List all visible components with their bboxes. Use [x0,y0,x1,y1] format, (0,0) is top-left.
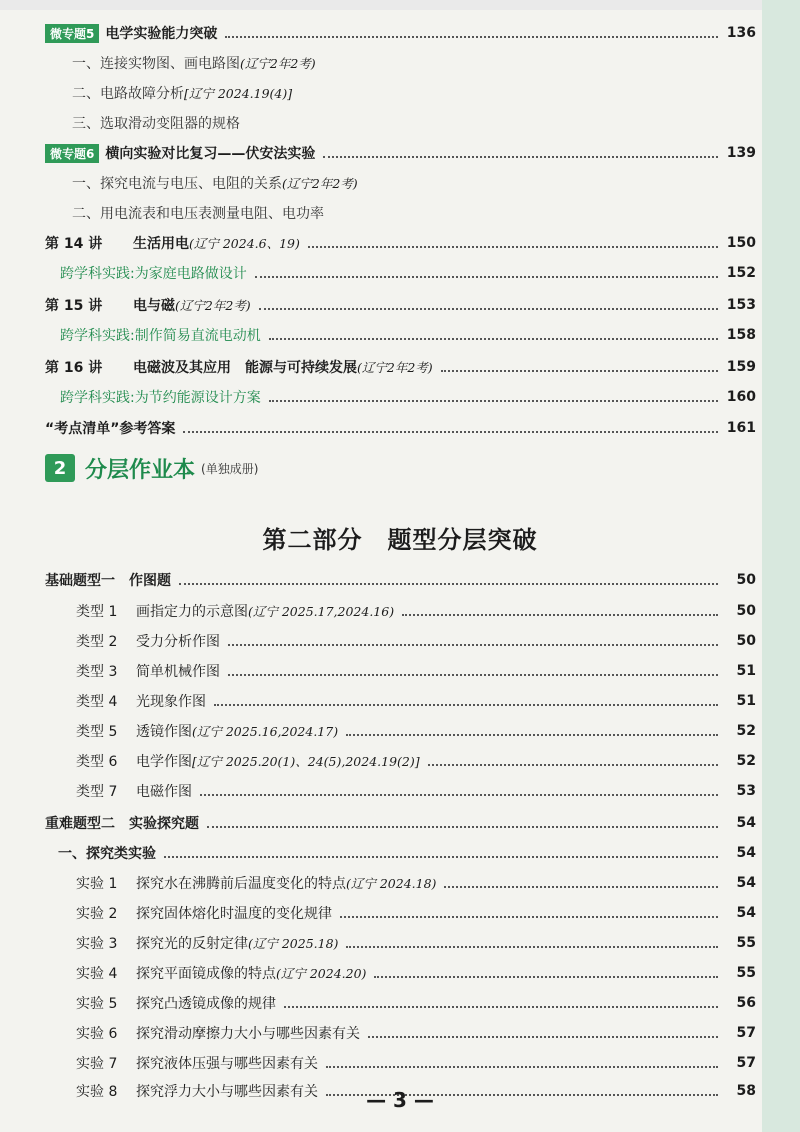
item-number: 实验 7 [76,1056,118,1072]
toc-entry[interactable] [0,598,800,624]
leader-dots [340,916,718,918]
lecture-title: 电磁波及其应用 能源与可持续发展 [133,360,357,376]
toc-entry-lead [45,357,433,377]
practice-title: 跨学科实践:为家庭电路做设计 [60,266,247,282]
toc-entry-lead [60,325,261,345]
toc-entry-lead [72,173,358,193]
page-ref: 54 [736,875,756,891]
page-ref: 50 [736,603,756,619]
page-ref: 51 [736,663,756,679]
micro-topic-title: 横向实验对比复习——伏安法实验 [105,146,316,162]
page-ref: 55 [736,965,756,981]
item-title: 探究平面镜成像的特点 [136,966,276,982]
toc-entry-lead [76,601,394,621]
toc-entry[interactable] [0,140,800,166]
page-ref: 150 [726,235,756,251]
toc-entry-lead [45,813,199,833]
toc-entry[interactable] [0,384,800,410]
toc-entry[interactable] [0,322,800,348]
page-ref: 159 [726,359,756,375]
question-type-heading: 基础题型一 作图题 [45,573,171,589]
leader-dots [323,156,718,158]
toc-entry[interactable] [0,20,800,46]
leader-dots [308,246,718,248]
item-title: 探究凸透镜成像的规律 [136,996,276,1012]
item-title: 探究水在沸腾前后温度变化的特点 [136,876,346,892]
page-ref: 160 [726,389,756,405]
leader-dots [269,400,718,402]
toc-entry-lead [45,418,175,438]
toc-entry-lead [76,631,220,651]
toc-entry-lead [76,751,420,771]
toc-entry-lead [45,570,171,590]
toc-entry-lead [45,23,217,43]
page-ref: 54 [736,845,756,861]
exam-source: (辽宁2年2考) [357,360,433,375]
toc-entry-lead [58,843,156,863]
leader-dots [228,644,718,646]
lecture-number: 第 15 讲 [45,298,103,314]
subsection-title: 一、探究电流与电压、电阻的关系 [72,176,282,192]
toc-entry[interactable] [0,567,800,593]
page-ref: 54 [736,815,756,831]
micro-topic-tag: 微专题5 [45,24,99,43]
lecture-title: 电与磁 [133,298,175,314]
toc-entry[interactable] [0,354,800,380]
toc-entry[interactable] [0,230,800,256]
leader-dots [207,826,718,828]
toc-entry-lead [76,1023,360,1043]
exam-source: (辽宁 2024.18) [346,876,437,891]
homework-note: (单独成册) [201,461,259,476]
leader-dots [259,308,718,310]
toc-entry-lead [60,387,261,407]
item-number: 类型 4 [76,694,118,710]
toc-entry-lead [76,903,332,923]
lecture-number: 第 16 讲 [45,360,103,376]
item-number: 类型 7 [76,784,118,800]
top-edge [0,0,800,10]
toc-entry-lead [72,113,240,133]
toc-entry[interactable] [0,748,800,774]
subsection-title: 二、电路故障分析 [72,86,184,102]
item-title: 受力分析作图 [136,634,220,650]
item-number: 实验 2 [76,906,118,922]
item-title: 探究滑动摩擦力大小与哪些因素有关 [136,1026,360,1042]
toc-entry[interactable] [0,900,800,926]
leader-dots [183,431,718,433]
page-ref: 53 [736,783,756,799]
question-subheading: 一、探究类实验 [58,846,156,862]
leader-dots [368,1036,718,1038]
lecture-number: 第 14 讲 [45,236,103,252]
subsection-title: 三、选取滑动变阻器的规格 [72,116,240,132]
toc-entry[interactable] [0,960,800,986]
exam-source: (辽宁 2025.16,2024.17) [192,724,339,739]
toc-entry[interactable] [0,292,800,318]
exam-source: (辽宁2年2考) [282,176,358,191]
micro-topic-tag: 微专题6 [45,144,99,163]
item-number: 实验 1 [76,876,118,892]
exam-source: (辽宁 2025.18) [248,936,339,951]
part-title: 第二部分 题型分层突破 [262,525,538,554]
leader-dots [214,704,718,706]
toc-entry[interactable] [0,718,800,744]
toc-entry[interactable] [0,415,800,441]
page-ref: 52 [736,753,756,769]
toc-entry-lead [76,933,338,953]
toc-entry-lead [60,263,247,283]
toc-entry-lead [76,721,338,741]
toc-entry[interactable] [0,930,800,956]
leader-dots [374,976,718,978]
page-ref: 52 [736,723,756,739]
leader-dots [441,370,718,372]
item-number: 类型 3 [76,664,118,680]
item-number: 实验 8 [76,1084,118,1100]
toc-entry-lead [72,53,316,73]
item-title: 画指定力的示意图 [136,604,248,620]
item-title: 探究浮力大小与哪些因素有关 [136,1084,318,1100]
toc-entry[interactable] [0,1020,800,1046]
page-ref: 57 [736,1025,756,1041]
item-title: 探究液体压强与哪些因素有关 [136,1056,318,1072]
toc-entry-lead [45,295,251,315]
leader-dots [269,338,718,340]
question-type-heading: 重难题型二 实验探究题 [45,816,199,832]
leader-dots [179,583,718,585]
page-ref: 57 [736,1055,756,1071]
exam-source: (辽宁 2024.20) [276,966,367,981]
item-title: 透镜作图 [136,724,192,740]
leader-dots [326,1066,718,1068]
toc-entry-lead [76,661,220,681]
item-title: 电学作图 [136,754,192,770]
toc-entry-lead [76,691,206,711]
page-ref: 161 [726,420,756,436]
homework-title: 分层作业本 [85,457,196,483]
item-number: 类型 5 [76,724,118,740]
toc-entry[interactable] [0,200,800,226]
page-ref: 136 [726,25,756,41]
leader-dots [228,674,718,676]
toc-entry[interactable] [0,80,800,106]
toc-entry-lead [76,781,192,801]
toc-entry[interactable] [0,170,800,196]
item-number: 类型 6 [76,754,118,770]
exam-source: (辽宁 2025.17,2024.16) [248,604,395,619]
toc-entry[interactable] [0,658,800,684]
homework-band [45,452,258,484]
toc-entry-lead [45,233,300,253]
page-ref: 158 [726,327,756,343]
leader-dots [255,276,718,278]
toc-entry-lead [45,143,315,163]
toc-entry[interactable] [0,870,800,896]
answer-title: “考点清单”参考答案 [45,421,176,437]
practice-title: 跨学科实践:为节约能源设计方案 [60,390,261,406]
lecture-title: 生活用电 [133,236,189,252]
toc-entry[interactable] [0,50,800,76]
homework-logo: 2 [45,454,75,482]
item-title: 电磁作图 [136,784,192,800]
page-ref: 55 [736,935,756,951]
leader-dots [225,36,718,38]
item-title: 光现象作图 [136,694,206,710]
leader-dots [200,794,718,796]
toc-entry[interactable] [0,110,800,136]
toc-entry-lead [72,83,292,103]
leader-dots [444,886,718,888]
subsection-title: 二、用电流表和电压表测量电阻、电功率 [72,206,324,222]
toc-entry[interactable] [0,260,800,286]
toc-entry-lead [72,203,324,223]
leader-dots [346,946,718,948]
item-number: 实验 6 [76,1026,118,1042]
item-title: 探究固体熔化时温度的变化规律 [136,906,332,922]
toc-entry[interactable] [0,810,800,836]
exam-source: (辽宁2年2考) [240,56,316,71]
toc-entry[interactable] [0,628,800,654]
toc-entry-lead [76,873,436,893]
toc-entry[interactable] [0,1050,800,1076]
page-ref: 139 [726,145,756,161]
toc-entry[interactable] [0,840,800,866]
leader-dots [428,764,718,766]
toc-entry-lead [76,993,276,1013]
practice-title: 跨学科实践:制作简易直流电动机 [60,328,261,344]
toc-entry[interactable] [0,990,800,1016]
exam-source: (辽宁 2024.6、19) [189,236,300,251]
toc-entry-lead [76,963,366,983]
page-ref: 54 [736,905,756,921]
page-ref: 56 [736,995,756,1011]
leader-dots [346,734,718,736]
page-ref: 50 [736,572,756,588]
item-title: 简单机械作图 [136,664,220,680]
item-number: 实验 3 [76,936,118,952]
subsection-title: 一、连接实物图、画电路图 [72,56,240,72]
item-title: 探究光的反射定律 [136,936,248,952]
page-ref: 50 [736,633,756,649]
exam-source: [辽宁 2024.19(4)] [184,86,293,101]
item-number: 实验 5 [76,996,118,1012]
exam-source: (辽宁2年2考) [175,298,251,313]
page-number: — 3 — [366,1088,434,1112]
page-ref: 153 [726,297,756,313]
leader-dots [402,614,718,616]
page-ref: 51 [736,693,756,709]
toc-entry[interactable] [0,778,800,804]
item-number: 类型 1 [76,604,118,620]
page-ref: 152 [726,265,756,281]
item-number: 类型 2 [76,634,118,650]
item-number: 实验 4 [76,966,118,982]
page-ref: 58 [736,1083,756,1099]
exam-source: [辽宁 2025.20(1)、24(5),2024.19(2)] [192,754,420,769]
toc-entry-lead [76,1053,318,1073]
leader-dots [284,1006,718,1008]
leader-dots [164,856,718,858]
micro-topic-title: 电学实验能力突破 [105,26,218,42]
toc-entry[interactable] [0,688,800,714]
